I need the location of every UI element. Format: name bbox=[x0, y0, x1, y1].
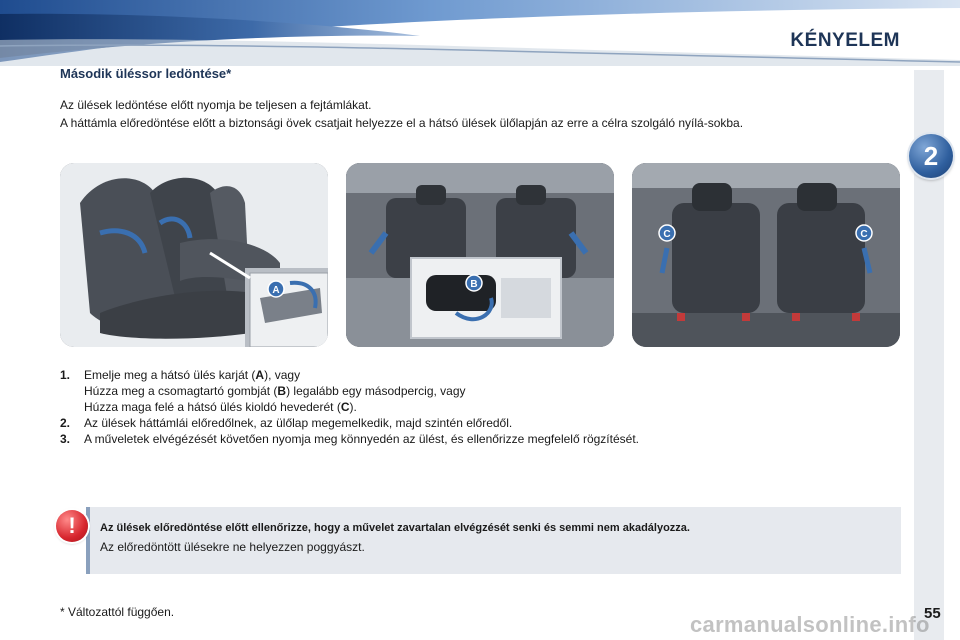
step-number: 2. bbox=[60, 416, 71, 430]
page-number: 55 bbox=[924, 605, 941, 622]
step-text: ), vagy bbox=[264, 368, 301, 382]
step-item bbox=[60, 431, 910, 447]
step-item bbox=[60, 415, 910, 431]
label-b: B bbox=[470, 279, 478, 290]
step-number: 3. bbox=[60, 432, 71, 446]
step-number: 1. bbox=[60, 368, 71, 382]
step-text: Húzza maga felé a hátsó ülés kioldó hevederét ( bbox=[84, 400, 341, 414]
step-text: ). bbox=[349, 400, 357, 414]
photo-rear-seats bbox=[632, 163, 900, 347]
label-a: A bbox=[272, 285, 280, 296]
seat-lever-illustration bbox=[60, 163, 328, 347]
step-text: Húzza meg a csomagtartó gombját ( bbox=[84, 384, 278, 398]
section-title: Második üléssor ledöntése* bbox=[60, 66, 232, 81]
step-key: A bbox=[255, 368, 265, 382]
step-text: ) legalább egy másodpercig, vagy bbox=[286, 384, 466, 398]
step-key: B bbox=[277, 384, 287, 398]
warning-bold-text: Az ülések előredöntése előtt ellenőrizze, hogy a művelet zavartalan elvégzését senki és semmi nem akadályozza. bbox=[100, 522, 690, 534]
label-c: C bbox=[663, 229, 671, 240]
watermark: carmanualsonline.info bbox=[690, 612, 930, 637]
warning-text: Az előredöntött ülésekre ne helyezzen poggyászt. bbox=[100, 540, 365, 554]
page-title: KÉNYELEM bbox=[790, 30, 900, 51]
step-text: Emelje meg a hátsó ülés karját ( bbox=[84, 368, 256, 382]
intro-text bbox=[60, 98, 908, 134]
chapter-badge: 2 bbox=[909, 134, 953, 178]
step-text: Az ülések háttámlái előredőlnek, az ülőlap megemelkedik, majd szintén előredől. bbox=[84, 416, 513, 430]
step-line bbox=[84, 399, 910, 415]
step-item bbox=[60, 367, 910, 415]
photo-seat-lever bbox=[60, 163, 328, 347]
step-key: C bbox=[340, 400, 350, 414]
intro-paragraph: A háttámla előredöntése előtt a biztonsági övek csatjait helyezze el a hátsó ülések ülőlapján az erre a célra szolgáló nyílá-sokba. bbox=[60, 116, 744, 130]
step-line bbox=[84, 367, 910, 383]
photo-trunk-button bbox=[346, 163, 614, 347]
step-text: A műveletek elvégézését követően nyomja meg könnyedén az ülést, és ellenőrizze megfelelő rögzítését. bbox=[84, 432, 639, 446]
page-header bbox=[0, 0, 960, 66]
label-c: C bbox=[860, 229, 868, 240]
intro-paragraph: Az ülések ledöntése előtt nyomja be teljesen a fejtámlákat. bbox=[60, 98, 372, 112]
trunk-button-illustration bbox=[346, 163, 614, 347]
footnote: * Változattól függően. bbox=[60, 605, 175, 619]
warning-icon: ! bbox=[56, 510, 88, 542]
steps-list bbox=[60, 367, 910, 447]
step-line bbox=[84, 383, 910, 399]
rear-seats-illustration bbox=[632, 163, 900, 347]
